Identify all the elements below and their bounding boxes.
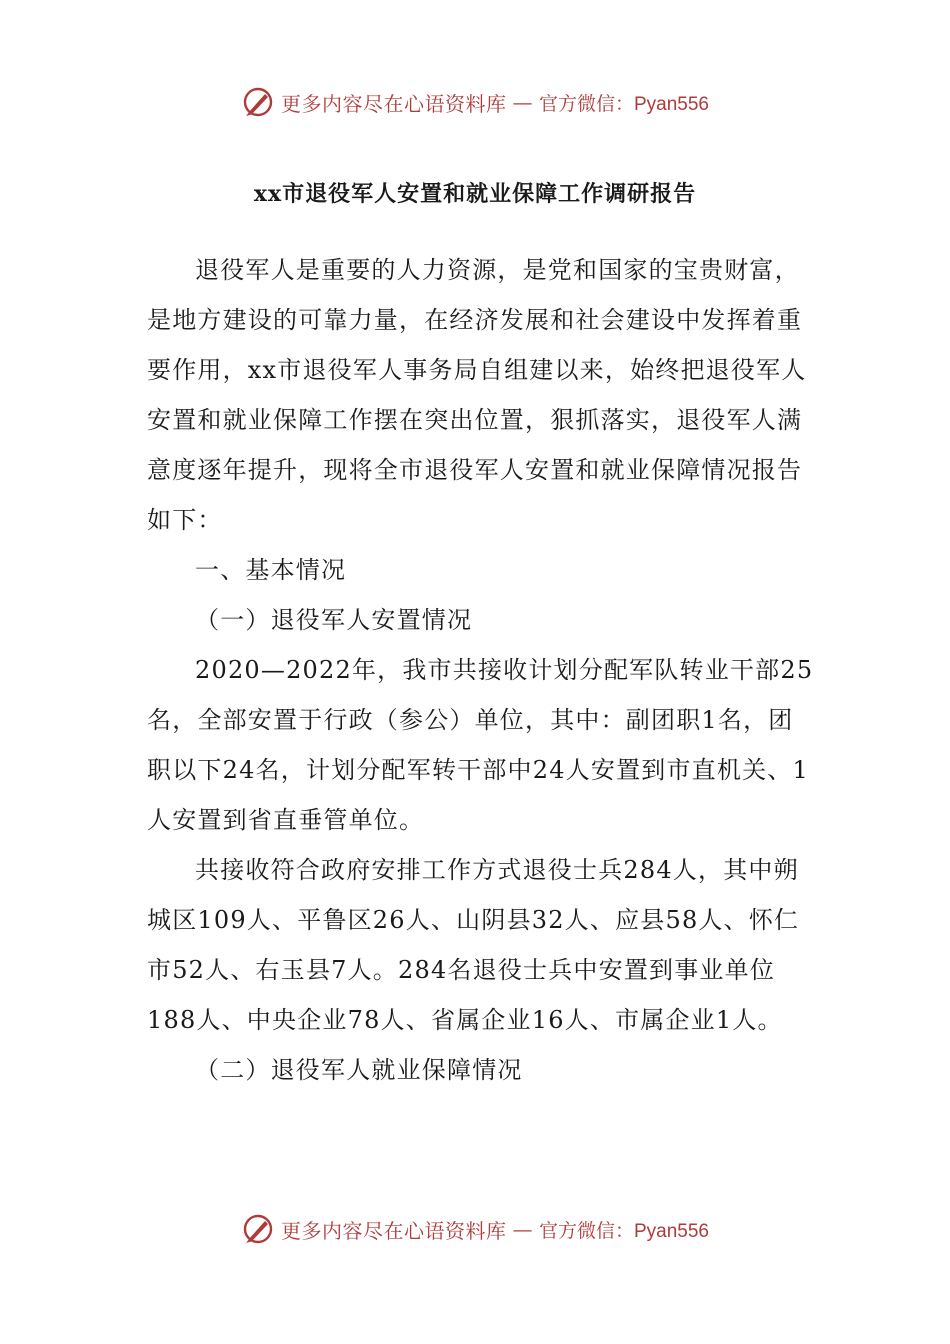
footer-watermark-banner bbox=[0, 1212, 950, 1246]
subsection-heading-employment: （二）退役军人就业保障情况 bbox=[195, 1056, 523, 1084]
banner-text: 更多内容尽在心语资料库 bbox=[280, 91, 507, 116]
document-body bbox=[147, 245, 815, 1095]
paragraph-soldiers: 共接收符合政府安排工作方式退役士兵284人，其中朔城区109人、平鲁区26人、山阴县32人、应县58人、怀仁市52人、右玉县7人。284名退役士兵中安置到事业单位188人、中央企业78人、省属企业16人、市属企业1人。 bbox=[147, 856, 800, 1034]
banner-dash: — bbox=[512, 90, 533, 114]
section-heading-basic: 一、基本情况 bbox=[195, 556, 347, 584]
subsection-heading-placement: （一）退役军人安置情况 bbox=[195, 606, 473, 634]
paragraph-cadres: 2020—2022年，我市共接收计划分配军队转业干部25名，全部安置于行政（参公）单位，其中：副团职1名，团职以下24名，计划分配军转干部中24人安置到市直机关、1人安置到省直垂管单位。 bbox=[147, 656, 814, 834]
banner-text: 更多内容尽在心语资料库 bbox=[280, 1218, 507, 1243]
pen-logo-icon bbox=[241, 85, 275, 119]
header-watermark-banner bbox=[0, 85, 950, 119]
paragraph-intro: 退役军人是重要的人力资源，是党和国家的宝贵财富，是地方建设的可靠力量，在经济发展和社会建设中发挥着重要作用，xx市退役军人事务局自组建以来，始终把退役军人安置和就业保障工作摆在突出位置，狠抓落实，退役军人满意度逐年提升，现将全市退役军人安置和就业保障情况报告如下： bbox=[147, 256, 807, 534]
banner-contact: 官方微信：Pyan556 bbox=[538, 93, 709, 115]
document-title: xx市退役军人安置和就业保障工作调研报告 bbox=[253, 181, 697, 207]
banner-contact: 官方微信：Pyan556 bbox=[538, 1220, 709, 1242]
banner-dash: — bbox=[512, 1217, 533, 1241]
pen-logo-icon bbox=[241, 1212, 275, 1246]
